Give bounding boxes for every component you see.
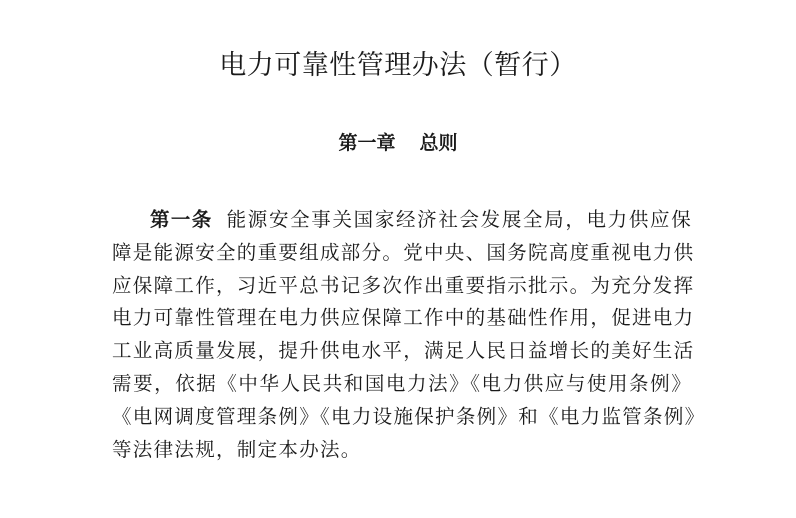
chapter-number: 第一章 [338, 132, 396, 154]
document-title: 电力可靠性管理办法（暂行） [219, 50, 577, 81]
article-1 [112, 204, 706, 466]
article-line: 《电网调度管理条例》《电力设施保护条例》和《电力监管条例》 [112, 404, 706, 428]
article-line: 应保障工作，习近平总书记多次作出重要指示批示。为充分发挥 [112, 273, 695, 297]
chapter-name: 总则 [419, 132, 458, 154]
article-line: 需要，依据《中华人民共和国电力法》《电力供应与使用条例》 [112, 371, 692, 395]
chapter-heading [0, 130, 796, 156]
article-line: 工业高质量发展，提升供电水平，满足人民日益增长的美好生活 [112, 339, 695, 363]
article-line [112, 204, 692, 237]
article-line: 障是能源安全的重要组成部分。党中央、国务院高度重视电力供 [112, 240, 695, 264]
article-line: 电力可靠性管理在电力供应保障工作中的基础性作用，促进电力 [112, 306, 695, 330]
article-line: 等法律法规，制定本办法。 [112, 437, 362, 461]
article-line-text: 能源安全事关国家经济社会发展全局，电力供应保 [226, 208, 692, 231]
article-label: 第一条 [150, 208, 213, 231]
